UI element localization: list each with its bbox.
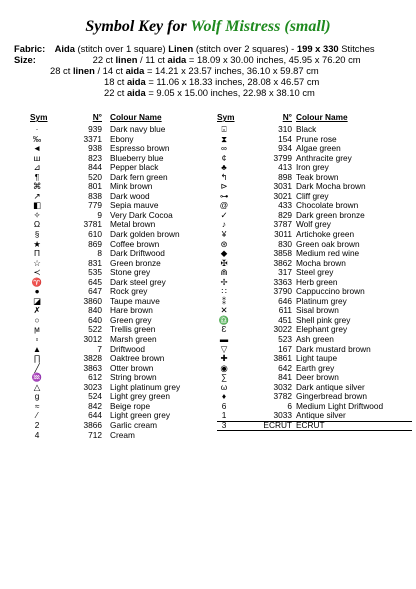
stitch-symbol-glyph: ⌻ (221, 124, 227, 134)
colour-name: Rock grey (110, 286, 148, 297)
colour-name: Medium Light Driftwood (296, 400, 384, 411)
symbol-key-left-column (30, 113, 216, 440)
thread-number: 3011 (274, 229, 292, 240)
thread-number: 7 (97, 343, 102, 354)
thread-number: 644 (88, 410, 102, 421)
stitch-symbol-glyph: ♪ (221, 219, 227, 230)
colour-name: Light grey green (110, 391, 170, 402)
colour-name: Trellis green (110, 324, 156, 335)
stitch-symbol-glyph: Ɛ (221, 324, 227, 335)
fabric-line (14, 43, 414, 54)
thread-number: 829 (278, 209, 292, 220)
stitch-symbol-glyph: ♦ (221, 391, 227, 402)
colour-name: Iron grey (296, 162, 329, 173)
colour-name: Deer brown (296, 372, 339, 383)
colour-name: Gingerbread brown (296, 391, 368, 402)
stitch-symbol-glyph: ∏ (33, 353, 41, 364)
thread-number: 612 (88, 372, 102, 383)
stitch-symbol-glyph: ◆ (220, 248, 228, 259)
thread-number: 167 (278, 343, 292, 354)
stitch-symbol-glyph: ∑ (221, 372, 227, 383)
stitch-symbol-glyph: ♒ (31, 372, 43, 383)
thread-number: 3021 (273, 190, 292, 201)
stitch-symbol-glyph: ⧗ (221, 133, 227, 144)
key-header (30, 113, 216, 123)
stitch-symbol-glyph: ¥ (221, 229, 227, 240)
stitch-symbol-glyph: ⊶ (219, 190, 229, 201)
colour-name: Dark antique silver (296, 381, 365, 392)
stitch-symbol-glyph: ▲ (32, 343, 42, 354)
colour-name: Cappuccino brown (296, 286, 365, 297)
stitch-symbol-glyph: ☆ (33, 257, 41, 268)
colour-name: Sepia mauve (110, 200, 159, 211)
thread-number: 154 (278, 133, 292, 144)
stitch-symbol-glyph: § (34, 229, 40, 240)
thread-number: 8 (97, 248, 102, 259)
stitch-count: 199 x 330 (296, 43, 339, 54)
stitch-symbol-glyph: ✚ (220, 353, 228, 364)
thread-number: 934 (278, 143, 292, 154)
thread-number: 3860 (83, 295, 102, 306)
thread-number: 645 (88, 276, 102, 287)
thread-number: 3032 (273, 381, 292, 392)
stitch-symbol-glyph: ⊳ (220, 181, 228, 192)
stitch-symbol-glyph: 1 (221, 410, 227, 421)
thread-number: 898 (278, 171, 292, 182)
thread-number: 3862 (273, 257, 292, 268)
colour-name: Marsh green (110, 334, 157, 345)
thread-number: 522 (88, 324, 102, 335)
size-line-3: 18 ct aida = 11.06 x 18.33 inches, 28.08 x 46.57 cm (104, 76, 320, 87)
colour-name: Platinum grey (296, 295, 347, 306)
thread-number: 3863 (83, 362, 102, 373)
thread-number: 779 (88, 200, 102, 211)
colour-name: Green oak brown (296, 238, 360, 249)
thread-number: 451 (278, 314, 292, 325)
stitch-symbol-glyph: ≺ (33, 267, 41, 278)
title-prefix: Symbol Key for (85, 18, 187, 35)
fabric-aida-note: (stitch over 1 square) (77, 43, 166, 54)
number-header: N° (92, 112, 102, 123)
stitch-symbol-glyph: △ (33, 381, 41, 392)
stitch-symbol (30, 431, 72, 441)
stitch-symbol-glyph: ⊿ (33, 162, 41, 173)
stitch-symbol-glyph: ◄ (32, 143, 42, 154)
thread-number: 3031 (273, 181, 292, 192)
colour-name: Cliff grey (296, 190, 329, 201)
colour-name: Herb green (296, 276, 338, 287)
size-line-1: Size: 22 ct linen / 11 ct aida = 18.09 x 30.00 inches, 45.95 x 76.20 cm (14, 54, 361, 65)
thread-number: 610 (88, 229, 102, 240)
thread-number: 3861 (273, 353, 292, 364)
thread-number: 830 (278, 238, 292, 249)
colour-name: Ash green (296, 334, 334, 345)
stitch-symbol-glyph: ∷ (221, 286, 227, 297)
stitch-symbol-glyph: ⋒ (220, 267, 228, 278)
stitch-symbol-glyph: ϻ (34, 324, 40, 335)
stitch-symbol-glyph: ↗ (33, 190, 41, 201)
thread-number: 3858 (273, 248, 292, 259)
thread-number: 838 (88, 190, 102, 201)
stitch-symbol-glyph: ⌘ (32, 181, 42, 192)
colour-name: Teak brown (296, 171, 339, 182)
colour-name: Dark steel grey (110, 276, 166, 287)
colour-name: Metal brown (110, 219, 156, 230)
thread-number: 823 (88, 152, 102, 163)
symbol-key-right-column (217, 113, 412, 431)
colour-name: Garlic cream (110, 419, 158, 430)
thread-number: 6 (287, 400, 292, 411)
stitch-symbol-glyph: ♈ (31, 276, 43, 287)
thread-number: 523 (278, 334, 292, 345)
colour-name: Cream (110, 429, 135, 440)
thread-number: 3799 (273, 152, 292, 163)
stitch-symbol-glyph: ⁄ (36, 410, 38, 421)
colour-name: String brown (110, 372, 157, 383)
fabric-linen-note: (stitch over 2 squares) - (195, 43, 295, 54)
stitch-symbol-glyph: ✕ (220, 305, 228, 316)
thread-number: 3781 (83, 219, 102, 230)
colour-name: Beige rope (110, 400, 151, 411)
colour-name: Wolf grey (296, 219, 331, 230)
key-row (30, 431, 216, 441)
stitch-symbol-glyph: ≈ (34, 400, 40, 411)
stitch-symbol-glyph: ◧ (33, 200, 41, 211)
thread-number: 9 (97, 209, 102, 220)
stitch-symbol-glyph: ∞ (221, 143, 227, 154)
page-title (0, 18, 416, 36)
thread-number: 831 (88, 257, 102, 268)
colour-name: Dark navy blue (110, 124, 166, 134)
thread-number: 611 (278, 305, 292, 316)
thread-number: 3787 (273, 219, 292, 230)
number-header: N° (282, 112, 292, 123)
stitch-symbol (217, 421, 257, 431)
colour-name: Medium red wine (296, 248, 360, 259)
sym-header: Sym (217, 112, 235, 123)
thread-number: 3033 (273, 410, 292, 421)
key-rows (30, 125, 216, 440)
stitch-symbol-glyph: ╱ (34, 362, 40, 373)
thread-number: 642 (278, 362, 292, 373)
colour-name: Dark green bronze (296, 209, 365, 220)
stitch-symbol-glyph: ✧ (33, 209, 41, 220)
colour-name: Sisal brown (296, 305, 339, 316)
stitch-symbol-glyph: 2 (34, 419, 40, 430)
thread-number: 433 (278, 200, 292, 211)
stitch-symbol-glyph: 3 (221, 420, 227, 431)
colour-name: Coffee brown (110, 238, 160, 249)
key-rows (217, 125, 412, 431)
thread-number: 3023 (83, 381, 102, 392)
stitch-symbol-glyph: ★ (33, 238, 41, 249)
colour-name: Dark golden brown (110, 229, 180, 240)
colour-name: Black (296, 124, 317, 134)
colour-name: Dark mustard brown (296, 343, 371, 354)
stitch-symbol-glyph: ↰ (220, 171, 228, 182)
colour-name: Light taupe (296, 353, 338, 364)
thread-number: 3363 (273, 276, 292, 287)
thread-number: 317 (278, 267, 292, 278)
stitch-symbol-glyph: g (34, 391, 40, 402)
colour-name: Anthracite grey (296, 152, 352, 163)
thread-number: 939 (88, 124, 102, 134)
thread-number: 842 (88, 400, 102, 411)
stitch-symbol-glyph: ⊛ (220, 238, 228, 249)
colour-name: Blueberry blue (110, 152, 164, 163)
stitch-symbol-glyph: Π (34, 248, 40, 259)
stitch-suffix: Stitches (341, 43, 375, 54)
thread-number: 3790 (273, 286, 292, 297)
stitch-symbol-glyph: ✗ (33, 305, 41, 316)
colour-name: Stone grey (110, 267, 151, 278)
colour-name: Dark Mocha brown (296, 181, 366, 192)
colour-name: Steel grey (296, 267, 334, 278)
stitch-symbol-glyph: ⁑ (221, 295, 227, 306)
fabric-linen: Linen (168, 43, 194, 54)
colour-name: ECRUT (296, 420, 325, 431)
colour-name: Light green grey (110, 410, 170, 421)
thread-number: 869 (88, 238, 102, 249)
stitch-symbol-glyph: ● (34, 286, 40, 297)
stitch-symbol-glyph: 4 (34, 429, 40, 440)
thread-number: 413 (278, 162, 292, 173)
thread-number: 310 (278, 124, 292, 134)
thread-number: 520 (88, 171, 102, 182)
colour-name: Dark Driftwood (110, 248, 165, 259)
colour-name: Algae green (296, 143, 341, 154)
thread-number: 3866 (83, 419, 102, 430)
colour-name: Antique silver (296, 410, 346, 421)
colour-name: Otter brown (110, 362, 154, 373)
colour-name: Hare brown (110, 305, 153, 316)
stitch-symbol-glyph: ◉ (220, 362, 228, 373)
stitch-symbol-glyph: ♣ (221, 162, 227, 173)
fabric-aida: Aida (54, 43, 75, 54)
stitch-symbol-glyph: ▬ (219, 334, 229, 345)
colour-name: Ebony (110, 133, 134, 144)
colour-name: Green bronze (110, 257, 161, 268)
thread-number: 647 (88, 286, 102, 297)
stitch-symbol-glyph: ♎ (218, 314, 230, 325)
stitch-symbol-glyph: · (35, 124, 39, 134)
thread-number: 640 (88, 314, 102, 325)
colour-name: Oaktree brown (110, 353, 165, 364)
thread-number: 3022 (273, 324, 292, 335)
stitch-symbol-glyph: ○ (34, 314, 40, 325)
colour-name: Very Dark Cocoa (110, 209, 173, 220)
colour-name: Dark wood (110, 190, 150, 201)
colour-name: Elephant grey (296, 324, 348, 335)
thread-number: 801 (88, 181, 102, 192)
stitch-symbol-glyph: 6 (221, 400, 227, 411)
sym-header: Sym (30, 112, 48, 123)
thread-number: 524 (88, 391, 102, 402)
fabric-label: Fabric: (14, 43, 46, 54)
thread-number: 646 (278, 295, 292, 306)
colour-name: Earth grey (296, 362, 335, 373)
colour-name: Green grey (110, 314, 152, 325)
colour-name: Artichoke green (296, 229, 355, 240)
size-label: Size: (14, 54, 36, 65)
thread-number: 841 (278, 372, 292, 383)
colour-name-header: Colour Name (110, 112, 162, 123)
stitch-symbol-glyph: ✓ (220, 209, 228, 220)
key-header (217, 113, 412, 123)
thread-number: 712 (88, 429, 102, 440)
key-row (217, 421, 412, 432)
thread-number: 3012 (83, 334, 102, 345)
stitch-symbol-glyph: ✠ (220, 257, 228, 268)
thread-number: 3371 (83, 133, 102, 144)
thread-number: 3782 (273, 391, 292, 402)
size-line-2: 28 ct linen / 14 ct aida = 14.21 x 23.57 inches, 36.10 x 59.87 cm (50, 65, 319, 76)
stitch-symbol-glyph: ◪ (33, 295, 41, 306)
thread-number: 3828 (83, 353, 102, 364)
stitch-symbol-glyph: @ (219, 200, 229, 211)
colour-name: Mink brown (110, 181, 153, 192)
stitch-symbol-glyph: ▽ (220, 343, 228, 354)
colour-name-header: Colour Name (296, 112, 348, 123)
colour-name: Driftwood (110, 343, 146, 354)
size-line-4: 22 ct aida = 9.05 x 15.00 inches, 22.98 x 38.10 cm (104, 87, 315, 98)
stitch-symbol-glyph: ш (33, 152, 41, 163)
thread-number: 535 (88, 267, 102, 278)
title-pattern-name: Wolf Mistress (small) (190, 18, 331, 35)
stitch-symbol-glyph: ‰ (32, 133, 42, 144)
stitch-symbol-glyph: ¢ (221, 152, 227, 163)
stitch-symbol-glyph: ω (220, 381, 228, 392)
colour-name: Mocha brown (296, 257, 346, 268)
colour-name: Pepper black (110, 162, 159, 173)
thread-number: 938 (88, 143, 102, 154)
colour-name: Shell pink grey (296, 314, 351, 325)
thread-number: ECRUT (263, 420, 292, 431)
stitch-symbol-glyph: Ω (33, 219, 41, 230)
stitch-symbol-glyph: ✢ (220, 276, 228, 287)
colour-name: Light platinum grey (110, 381, 181, 392)
thread-number: 844 (88, 162, 102, 173)
stitch-symbol-glyph: ¶ (34, 171, 40, 182)
fabric-size-info (14, 43, 414, 98)
colour-name: Dark fern green (110, 171, 168, 182)
colour-name: Espresso brown (110, 143, 170, 154)
colour-name: Taupe mauve (110, 295, 160, 306)
colour-name: Chocolate brown (296, 200, 359, 211)
thread-number: 840 (88, 305, 102, 316)
stitch-symbol-glyph: ▫ (35, 334, 39, 345)
colour-name: Prune rose (296, 133, 337, 144)
